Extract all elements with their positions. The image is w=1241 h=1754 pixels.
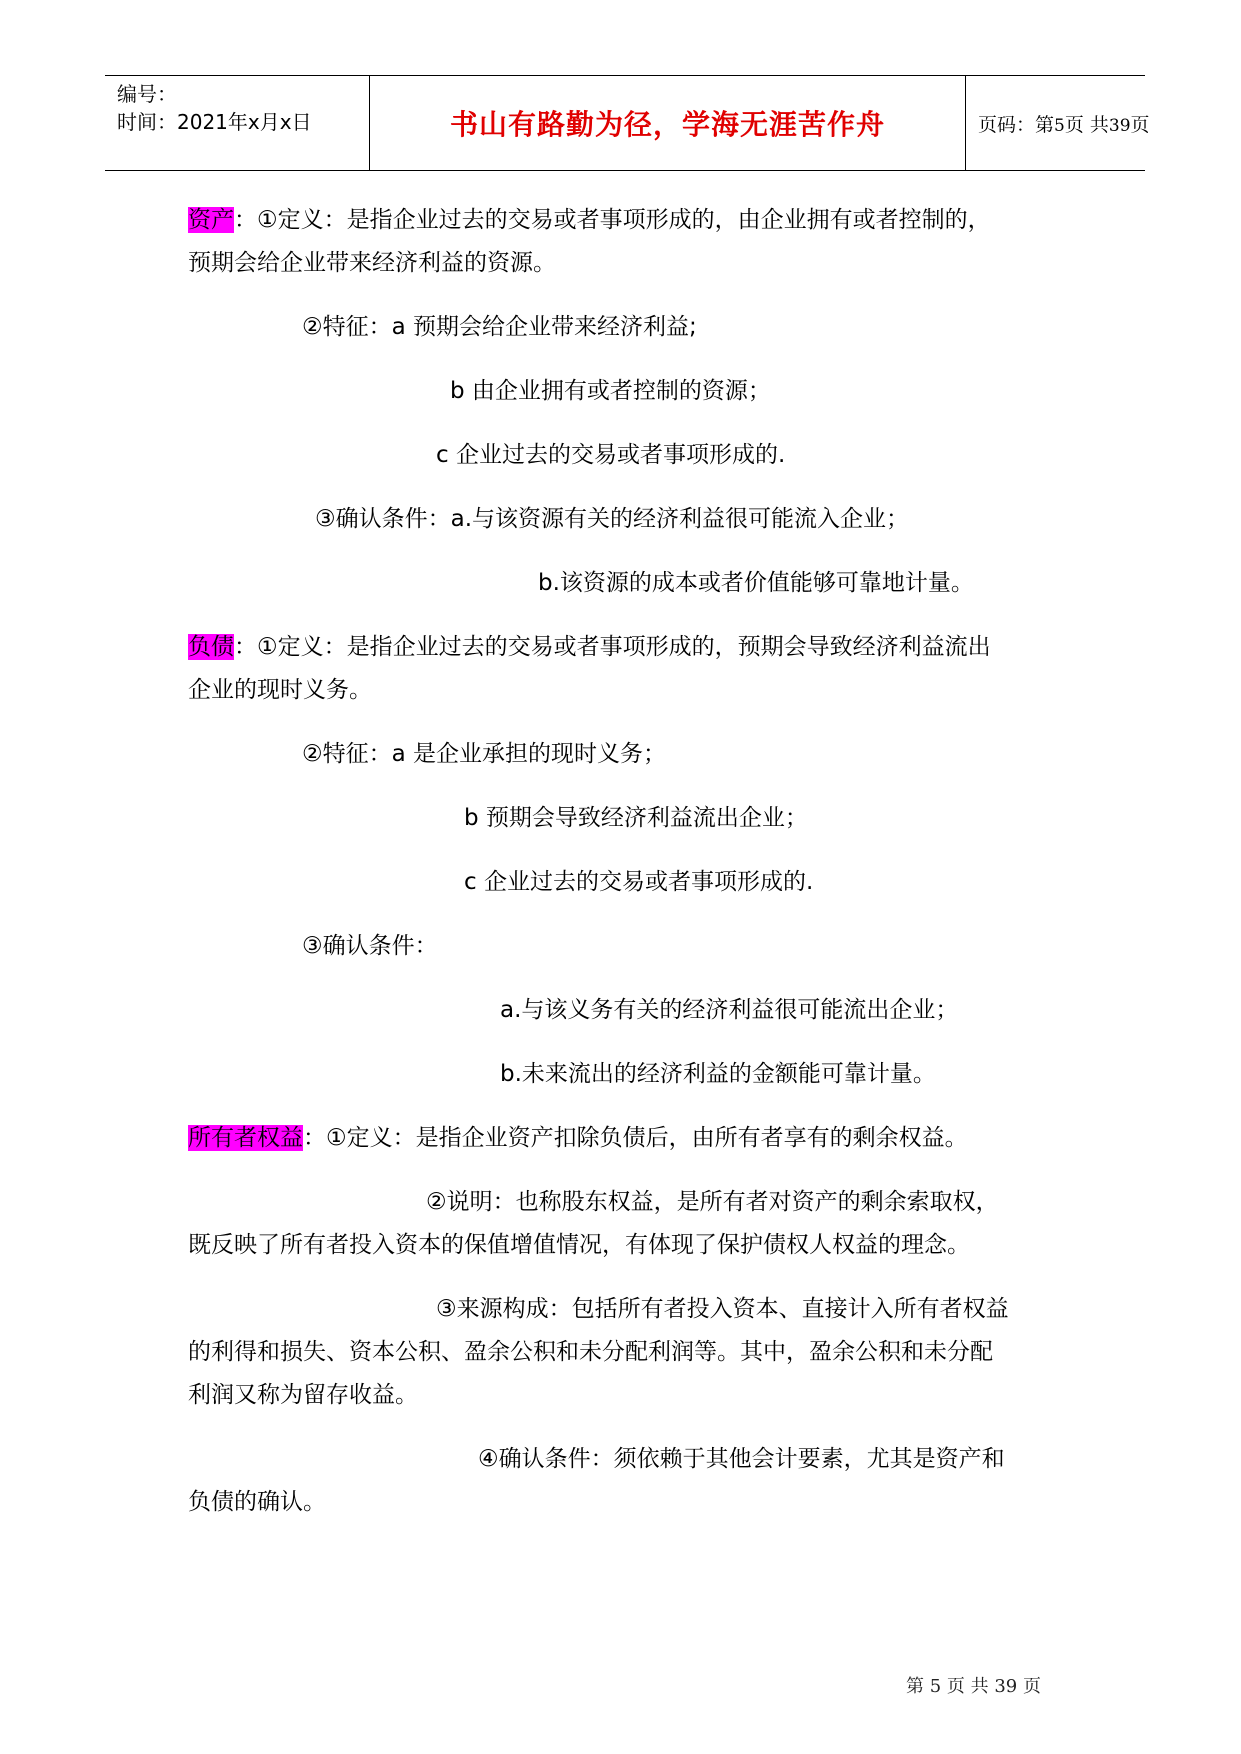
header-motto-cell	[370, 76, 966, 170]
liabilities-condition-b: b.未来流出的经济利益的金额能可靠计量。	[500, 1061, 936, 1087]
header-page-cell	[966, 76, 1150, 170]
assets-condition-b: b.该资源的成本或者价值能够可靠地计量。	[538, 570, 974, 596]
document-number-label: 编号：	[117, 82, 177, 106]
assets-feature-a: ②特征：a 预期会给企业带来经济利益;	[302, 314, 697, 340]
page-suffix: 页	[1130, 113, 1150, 136]
assets-definition-line	[188, 205, 991, 235]
liabilities-definition-line	[188, 632, 991, 662]
page-number: 5	[1054, 115, 1065, 136]
header-meta-cell	[105, 76, 370, 170]
page-header	[105, 75, 1150, 171]
equity-note-a: ②说明：也称股东权益，是所有者对资产的剩余索取权，	[426, 1189, 999, 1215]
liabilities-feature-c: c 企业过去的交易或者事项形成的.	[464, 869, 814, 895]
liabilities-definition-text: ：①定义：是指企业过去的交易或者事项形成的，预期会导致经济利益流出	[234, 634, 991, 660]
header-motto: 书山有路勤为径，学海无涯苦作舟	[449, 108, 885, 141]
assets-definition-text: ：①定义：是指企业过去的交易或者事项形成的，由企业拥有或者控制的，	[234, 207, 991, 233]
assets-condition-a: ③确认条件：a.与该资源有关的经济利益很可能流入企业；	[315, 506, 910, 532]
page-footer: 第 5 页 共 39 页	[906, 1676, 1041, 1697]
equity-condition-b: 负债的确认。	[188, 1489, 326, 1515]
page-prefix: 页码：第	[978, 113, 1055, 136]
header-page-info	[966, 110, 1150, 137]
equity-condition-a: ④确认条件：须依赖于其他会计要素，尤其是资产和	[478, 1446, 1005, 1472]
liabilities-condition-a: a.与该义务有关的经济利益很可能流出企业；	[500, 997, 959, 1023]
equity-definition-text: ：①定义：是指企业资产扣除负债后，由所有者享有的剩余权益。	[303, 1125, 968, 1151]
liabilities-term: 负债	[188, 634, 234, 660]
page-mid: 页 共	[1064, 113, 1109, 136]
equity-source-a: ③来源构成：包括所有者投入资本、直接计入所有者权益	[436, 1296, 1009, 1322]
liabilities-condition-label: ③确认条件：	[302, 933, 438, 959]
page-total: 39	[1108, 115, 1131, 136]
liabilities-feature-b: b 预期会导致经济利益流出企业；	[464, 805, 808, 831]
assets-feature-b: b 由企业拥有或者控制的资源；	[450, 378, 771, 404]
equity-term: 所有者权益	[188, 1125, 303, 1151]
document-time-label: 时间：2021年x月x日	[117, 110, 312, 134]
assets-definition-cont: 预期会给企业带来经济利益的资源。	[188, 250, 556, 276]
liabilities-feature-a: ②特征：a 是企业承担的现时义务；	[302, 741, 667, 767]
equity-source-b: 的利得和损失、资本公积、盈余公积和未分配利润等。其中，盈余公积和未分配	[188, 1339, 993, 1365]
liabilities-definition-cont: 企业的现时义务。	[188, 677, 372, 703]
equity-note-b: 既反映了所有者投入资本的保值增值情况，有体现了保护债权人权益的理念。	[188, 1232, 970, 1258]
equity-source-c: 利润又称为留存收益。	[188, 1382, 418, 1408]
assets-feature-c: c 企业过去的交易或者事项形成的.	[436, 442, 786, 468]
assets-term: 资产	[188, 207, 234, 233]
equity-definition-line	[188, 1123, 968, 1153]
